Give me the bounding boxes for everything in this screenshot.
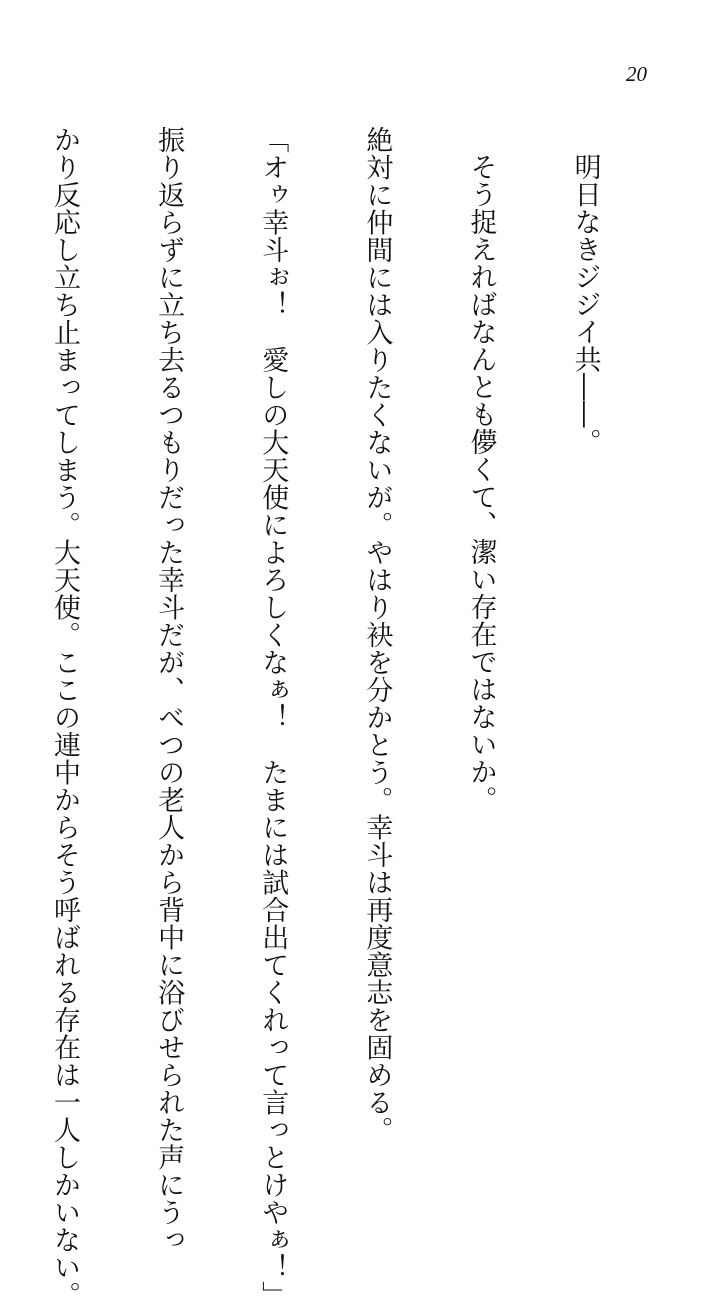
text-line: 明日なきジジイ共――。 [569,153,601,456]
text-line: かり反応し立ち止まってしまう。大天使。ここの連中からそう呼ばれる存在は一人しかいない。 [49,126,81,1309]
text-line: そう捉えればなんとも儚くて、潔い存在ではないか。 [465,153,497,813]
page-number: 20 [626,62,647,86]
text-line: 「オゥ幸斗ぉ！ 愛しの大天使によろしくなぁ！ たまには試合出てくれって言っとけやぁ！」 [257,126,289,1309]
text-line: 絶対に仲間には入りたくないが。やはり袂を分かとう。幸斗は再度意志を固める。 [361,126,393,1144]
text-line: 振り返らずに立ち去るつもりだった幸斗だが、べつの老人から背中に浴びせられた声にうっ [153,126,185,1254]
novel-text-block [0,126,671,1309]
